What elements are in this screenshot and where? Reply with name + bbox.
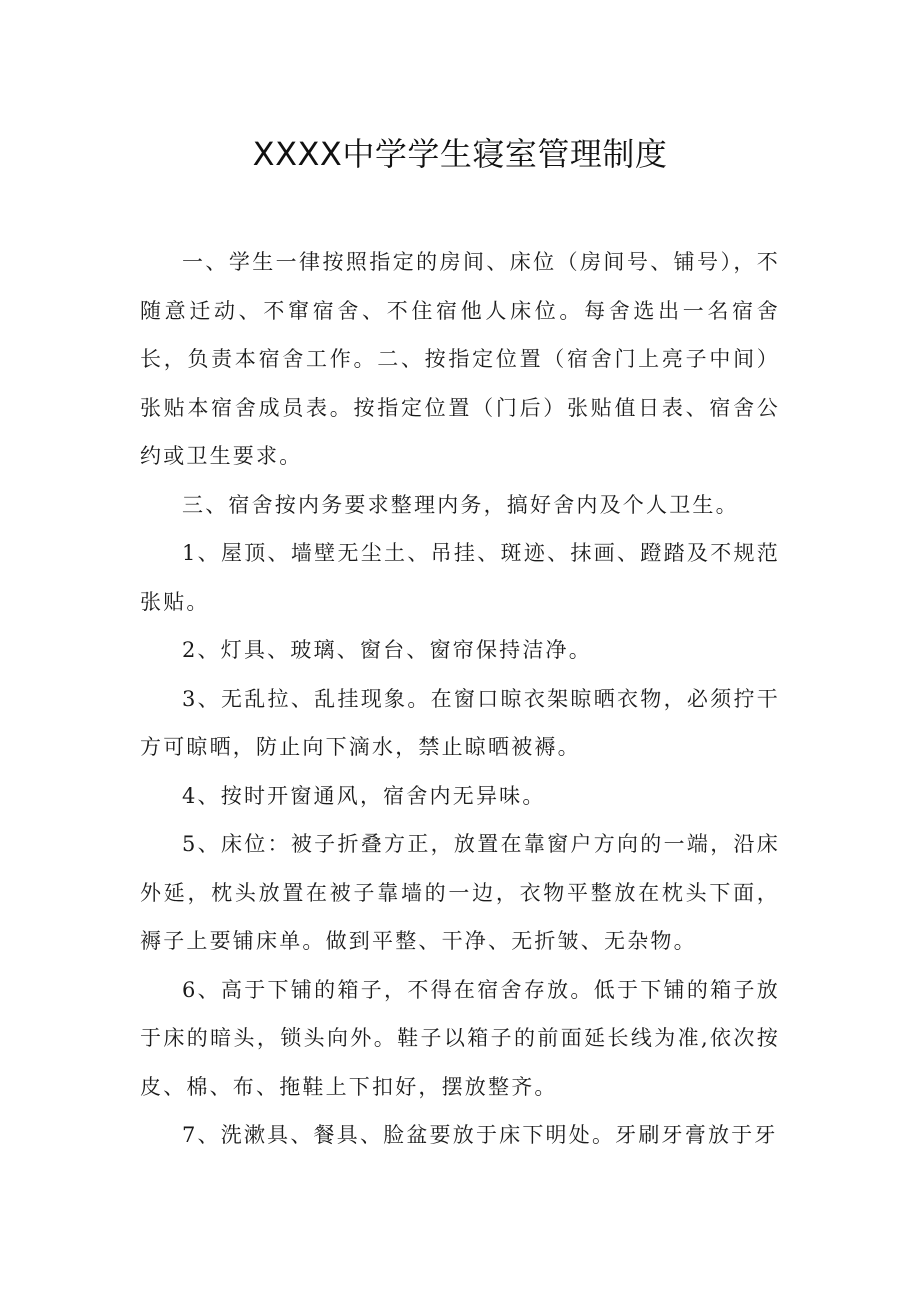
paragraph-item-3: 3、无乱拉、乱挂现象。在窗口晾衣架晾晒衣物，必须拧干方可晾晒，防止向下滴水，禁止晾晒被褥。	[140, 686, 780, 759]
paragraph-item-1: 1、屋顶、墙壁无尘土、吊挂、斑迹、抹画、蹬踏及不规范张贴。	[140, 541, 780, 614]
paragraph-item-5: 5、床位：被子折叠方正，放置在靠窗户方向的一端，沿床外延，枕头放置在被子靠墙的一边，衣物平整放在枕头下面，褥子上要铺床单。做到平整、干净、无折皱、无杂物。	[140, 832, 780, 953]
paragraph-item-4: 4、按时开窗通风，宿舍内无异味。	[182, 783, 546, 808]
document-title: XXXX中学学生寝室管理制度	[252, 135, 668, 173]
paragraph-item-7: 7、洗漱具、餐具、脸盆要放于床下明处。牙刷牙膏放于牙	[182, 1123, 778, 1147]
paragraph-item-6: 6、高于下铺的箱子，不得在宿舍存放。低于下铺的箱子放于床的暗头，锁头向外。鞋子以箱子的前面延长线为准,依次按皮、棉、布、拖鞋上下扣好，摆放整齐。	[140, 977, 780, 1099]
paragraph-rules-1-2: 一、学生一律按照指定的房间、床位（房间号、铺号），不随意迁动、不窜宿舍、不住宿他人床位。每舍选出一名宿舍长，负责本宿舍工作。二、按指定位置（宿舍门上亮子中间）张贴本宿舍成员表。按指定位置（门后）张贴值日表、宿舍公约或卫生要求。	[140, 250, 780, 468]
paragraph-rule-3: 三、宿舍按内务要求整理内务，搞好舍内及个人卫生。	[182, 492, 739, 517]
document-body	[140, 238, 780, 1160]
paragraph-item-2: 2、灯具、玻璃、窗台、窗帘保持洁净。	[182, 638, 592, 662]
